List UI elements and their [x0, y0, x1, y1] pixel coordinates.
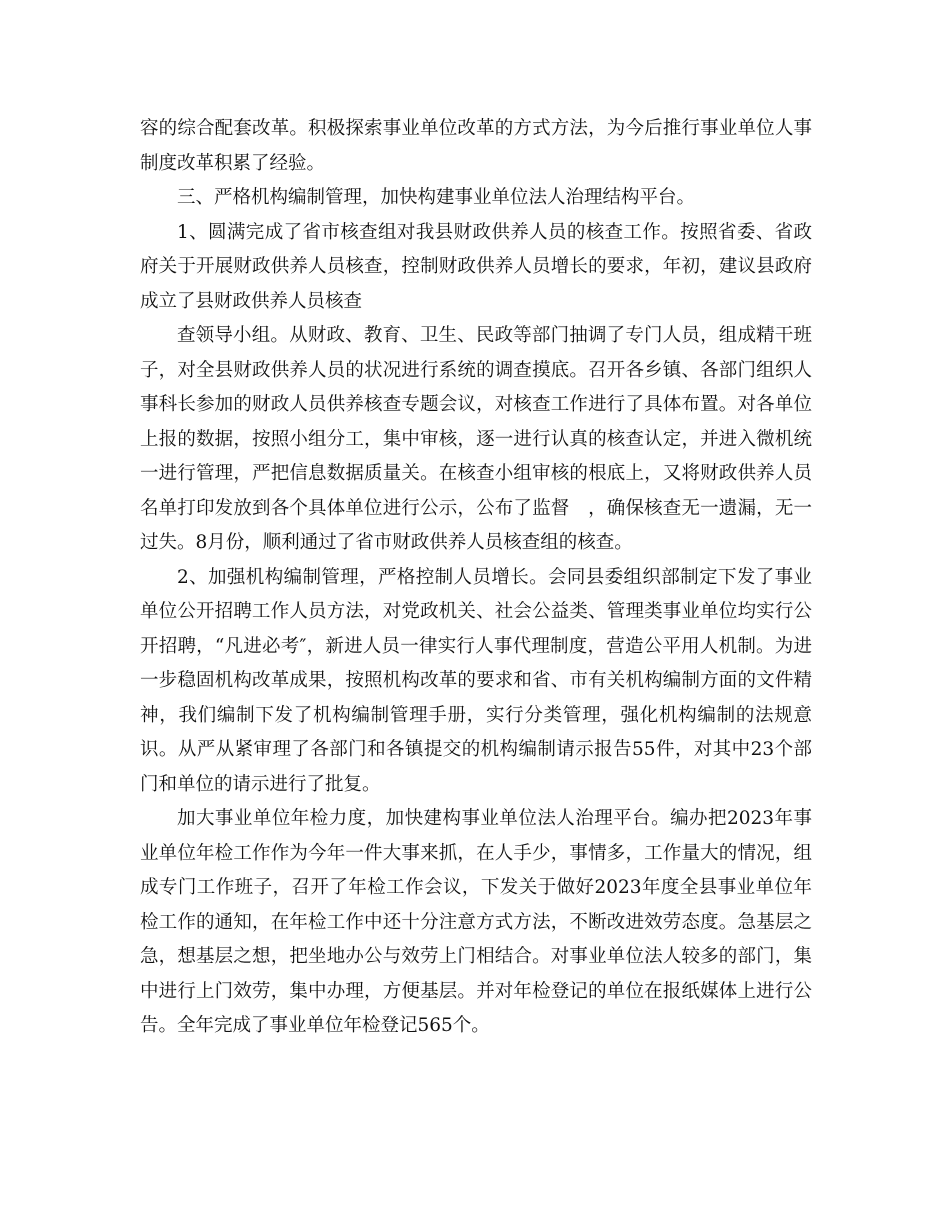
paragraph-continuation: 容的综合配套改革。积极探索事业单位改革的方式方法，为今后推行事业单位人事制度改革积累了经验。 — [140, 118, 812, 174]
paragraph-item-1: 1、圆满完成了省市核查组对我县财政供养人员的核查工作。按照省委、省政府关于开展财政供养人员核查，控制财政供养人员增长的要求，年初，建议县政府成立了县财政供养人员核查 — [140, 221, 812, 312]
paragraph-verification-group: 查领导小组。从财政、教育、卫生、民政等部门抽调了专门人员，组成精干班子，对全县财政供养人员的状况进行系统的调查摸底。召开各乡镇、各部门组织人事科长参加的财政人员供养核查专题会议，对核查工作进行了具体布置。对各单位上报的数据，按照小组分工，集中审核，逐一进行认真的核查认定，并进入微机统一进行管理，严把信息数据质量关。在核查小组审核的根底上，又将财政供养人员名单打印发放到各个具体单位进行公示，公布了监督 ，确保核查无一遗漏，无一过失。8月份，顺利通过了省市财政供养人员核查组的核查。 — [140, 325, 812, 553]
document-body — [140, 112, 812, 1044]
section-heading-three: 三、严格机构编制管理，加快构建事业单位法人治理结构平台。 — [177, 187, 696, 208]
paragraph-annual-inspection: 加大事业单位年检力度，加快建构事业单位法人治理平台。编办把2023年事业单位年检工作作为今年一件大事来抓，在人手少，事情多，工作量大的情况，组成专门工作班子，召开了年检工作会议，下发关于做好2023年度全县事业单位年检工作的通知，在年检工作中还十分注意方式方法，不断改进效劳态度。急基层之急，想基层之想，把坐地办公与效劳上门相结合。对事业单位法人较多的部门，集中进行上门效劳，集中办理，方便基层。并对年检登记的单位在报纸媒体上进行公告。全年完成了事业单位年检登记565个。 — [140, 808, 812, 1036]
paragraph-item-2: 2、加强机构编制管理，严格控制人员增长。会同县委组织部制定下发了事业单位公开招聘工作人员方法，对党政机关、社会公益类、管理类事业单位均实行公开招聘，“凡进必考″，新进人员一律实行人事代理制度，营造公平用人机制。为进一步稳固机构改革成果，按照机构改革的要求和省、市有关机构编制方面的文件精神，我们编制下发了机构编制管理手册，实行分类管理，强化机构编制的法规意识。从严从紧审理了各部门和各镇提交的机构编制请示报告55件，对其中23个部门和单位的请示进行了批复。 — [140, 566, 812, 795]
